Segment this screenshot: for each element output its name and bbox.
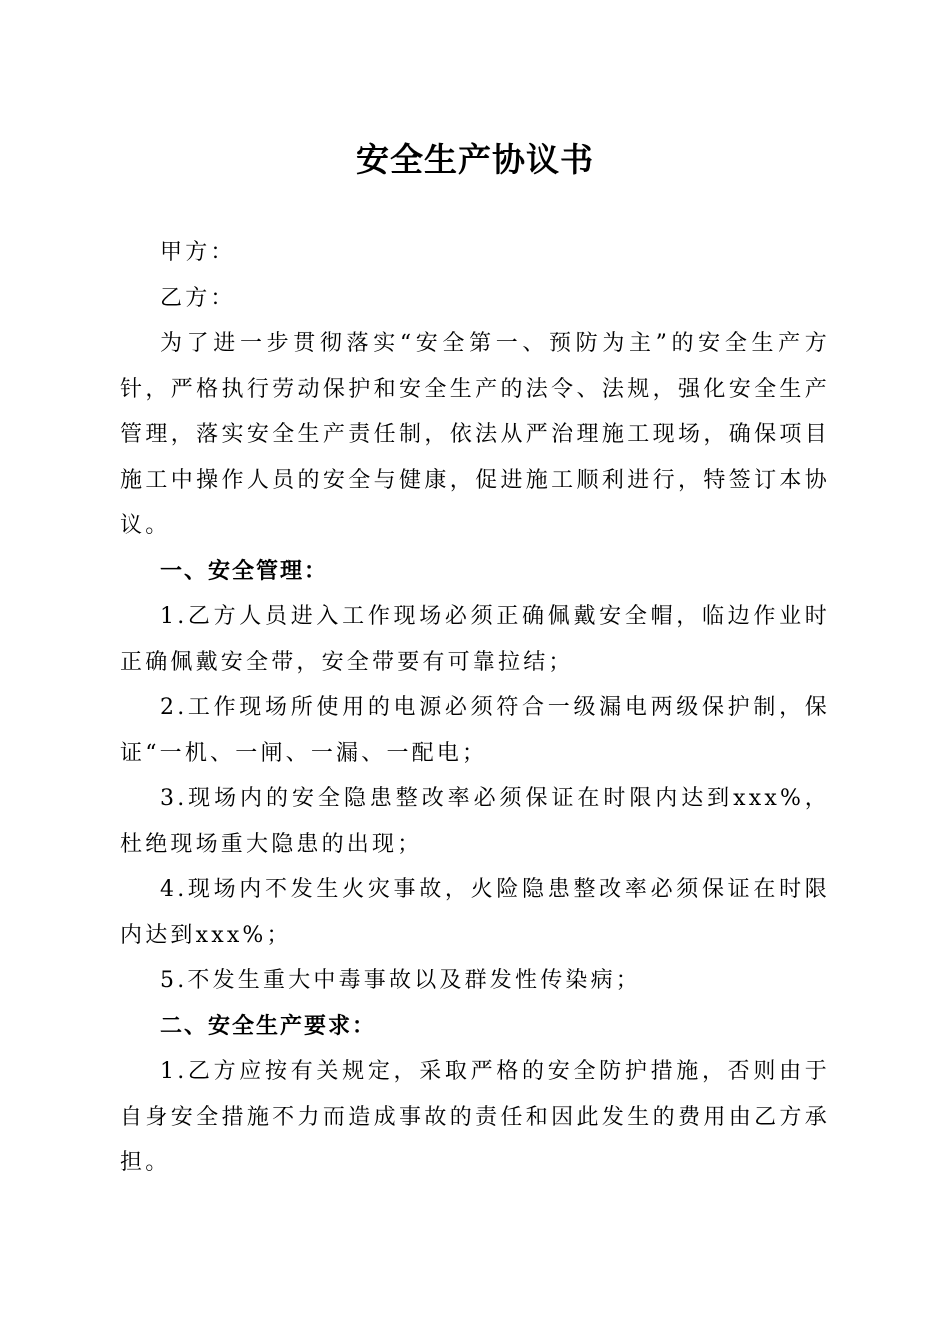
list-item: 1.乙方应按有关规定，采取严格的安全防护措施，否则由于自身安全措施不力而造成事故的责任和因此发生的费用由乙方承担。 [120,1059,830,1175]
preamble-paragraph: 为了进一步贯彻落实“安全第一、预防为主”的安全生产方针，严格执行劳动保护和安全生产的法令、法规，强化安全生产管理，落实安全生产责任制，依法从严治理施工现场，确保项目施工中操作人员的安全与健康，促进施工顺利进行，特签订本协议。 [120,331,830,538]
list-item: 5.不发生重大中毒事故以及群发性传染病； [160,968,641,993]
party-a-line: 甲方： [160,240,236,265]
list-item: 1.乙方人员进入工作现场必须正确佩戴安全帽，临边作业时正确佩戴安全带，安全带要有可靠拉结； [120,604,830,675]
document-body [120,230,830,1186]
list-item: 4.现场内不发生火灾事故，火险隐患整改率必须保证在时限内达到xxx%； [120,877,830,948]
list-item: 3.现场内的安全隐患整改率必须保证在时限内达到xxx%，杜绝现场重大隐患的出现； [120,786,830,857]
document-title: 安全生产协议书 [356,140,594,179]
section-heading-safety-requirements: 二、安全生产要求： [160,1013,377,1039]
party-b-line: 乙方： [160,285,236,311]
list-item: 2.工作现场所使用的电源必须符合一级漏电两级保护制，保证“一机、一闸、一漏、一配电； [120,695,830,766]
section-heading-safety-management: 一、安全管理： [160,558,329,584]
